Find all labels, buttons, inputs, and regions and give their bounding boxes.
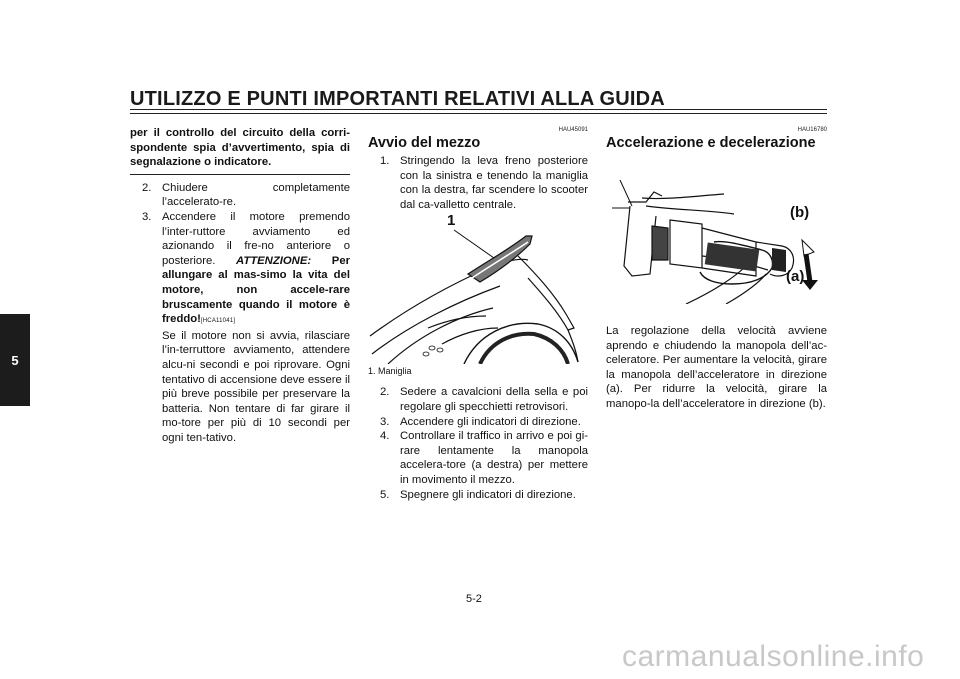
step-number: 4. — [380, 430, 390, 443]
step-text: Controllare il traffico in arrivo e poi gi-rare lentamente la manopola accelera-tore (a destra) per mettere in movimento il mezzo. — [400, 430, 588, 486]
page-title: UTILIZZO E PUNTI IMPORTANTI RELATIVI ALLA GUIDA — [130, 88, 665, 110]
step-text: Accendere il motore premendo l’inter-ruttore avviamento ed azionando il fre-no anteriore o posteriore. — [162, 210, 350, 267]
direction-label-b: (b) — [790, 204, 810, 221]
step-text: Se il motore non si avvia, rilasciare l’in-terruttore avviamento, attendere alcu-ni secondi e poi riprovare. Ogni tentativo di accensione deve essere il più breve possibile per preservare la batteria. Non tentare di far girare il mo-tore per più di 10 secondi per ogni ten-tativo. — [162, 329, 350, 444]
page-number: 5-2 — [466, 593, 482, 605]
section-heading: Accelerazione e decelerazione — [606, 135, 816, 151]
section-heading: Avvio del mezzo — [368, 135, 481, 151]
intro-paragraph: per il controllo del circuito della corri-spondente spia d’avvertimento, spia di segnalazione o indicatore. — [130, 126, 350, 175]
step-text: Accendere gli indicatori di direzione. — [400, 415, 581, 428]
chapter-tab-label: 5 — [11, 352, 19, 368]
attention-label: ATTENZIONE: — [236, 254, 312, 267]
speed-paragraph: La regolazione della velocità avviene aprendo e chiudendo la manopola dell’ac-celeratore. Per aumentare la velocità, girare la manopola dell’acceleratore in direzione (a). Per ridurre la velocità, girare la manopo-la dell’acceleratore in direzione (b). — [606, 325, 827, 410]
throttle-figure — [606, 156, 827, 304]
scooter-rear-illustration — [368, 212, 588, 364]
column-1 — [130, 126, 350, 445]
watermark: carmanualsonline.info — [622, 640, 925, 673]
step-number: 3. — [380, 415, 390, 428]
step-number: 3. — [142, 210, 152, 223]
step-number: 2. — [380, 386, 390, 399]
list-item — [130, 210, 350, 329]
list-item — [368, 415, 588, 430]
list-item — [368, 488, 588, 503]
figure-callout: 1 — [447, 212, 456, 230]
figure-caption: 1. Maniglia — [368, 366, 412, 377]
list-item — [368, 154, 588, 212]
step-number: 5. — [380, 488, 390, 501]
attention-text: Per allungare al mas-simo la vita del motore, non accele-rare bruscamente quando il motore è freddo! — [162, 254, 351, 326]
list-item-continuation — [130, 329, 350, 446]
attention-code: [HCA11041] — [200, 318, 236, 325]
column-2 — [368, 126, 588, 502]
step-number: 1. — [380, 155, 390, 167]
chapter-tab — [0, 314, 30, 406]
column-3 — [606, 126, 827, 412]
header-rule — [130, 109, 827, 110]
step-text: Sedere a cavalcioni della sella e poi regolare gli specchietti retrovisori. — [400, 386, 588, 413]
step-text: Stringendo la leva freno posteriore con la sinistra e tenendo la maniglia con la destra, far scendere lo scooter dal ca-valletto centrale. — [400, 155, 588, 211]
section-code: HAU45091 — [558, 127, 588, 133]
direction-label-a: (a) — [786, 268, 805, 285]
step-text: Spegnere gli indicatori di direzione. — [400, 488, 576, 501]
scooter-figure — [368, 212, 588, 364]
step-text: Chiudere completamente l’accelerato-re. — [162, 181, 350, 209]
list-item — [130, 181, 350, 210]
list-item — [368, 429, 588, 487]
list-item — [368, 385, 588, 414]
section-code: HAU16780 — [797, 127, 827, 133]
step-number: 2. — [142, 181, 152, 194]
header-rule-thin — [130, 113, 827, 114]
